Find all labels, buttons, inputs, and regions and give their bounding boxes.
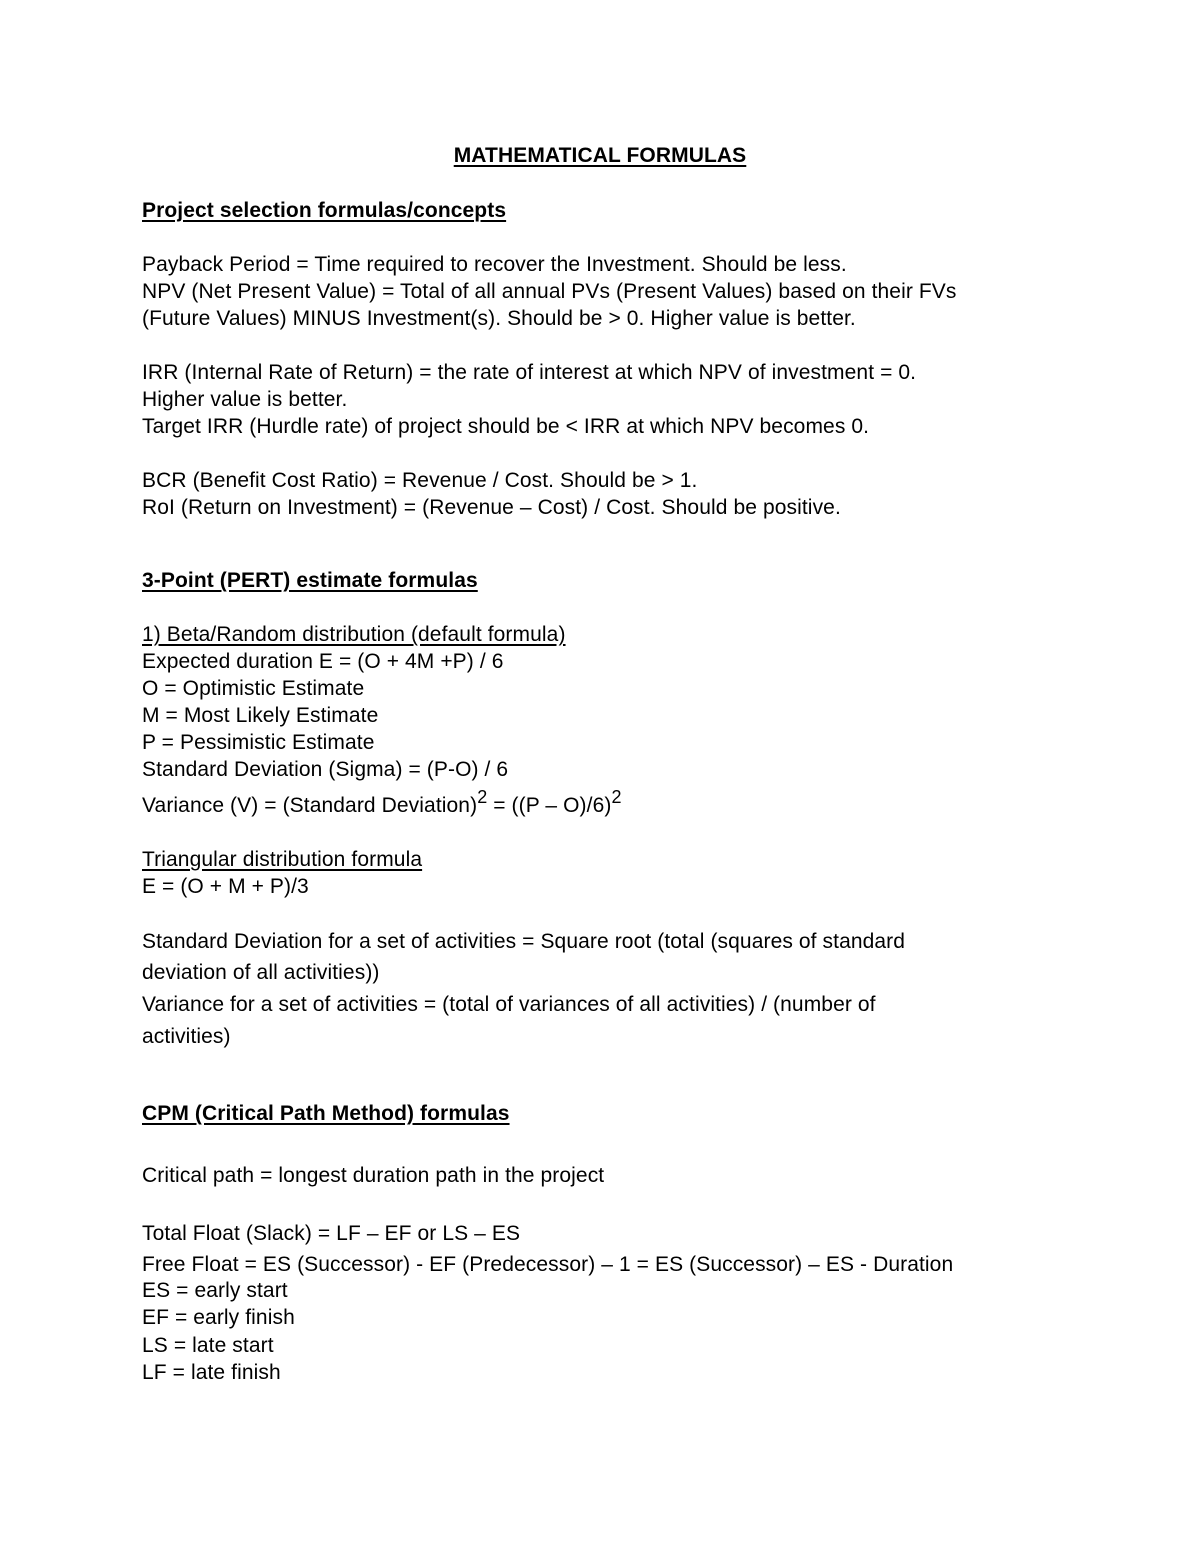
- irr-line-continued: Higher value is better.: [142, 388, 348, 411]
- payback-period-line: Payback Period = Time required to recover the Investment. Should be less.: [142, 253, 847, 276]
- early-finish-line: EF = early finish: [142, 1306, 295, 1329]
- set-variance-line: Variance for a set of activities = (total of variances of all activities) / (number of: [142, 993, 876, 1016]
- npv-line-continued: (Future Values) MINUS Investment(s). Should be > 0. Higher value is better.: [142, 307, 856, 330]
- variance-exponent-1: 2: [477, 787, 488, 807]
- variance-part-1: Variance (V) = (Standard Deviation): [142, 794, 478, 817]
- total-float-line: Total Float (Slack) = LF – EF or LS – ES: [142, 1222, 521, 1245]
- subheading-beta-distribution: 1) Beta/Random distribution (default formula): [142, 623, 566, 646]
- section-heading-project-selection: Project selection formulas/concepts: [142, 199, 507, 222]
- standard-deviation-line: Standard Deviation (Sigma) = (P-O) / 6: [142, 758, 509, 781]
- set-standard-deviation-line: Standard Deviation for a set of activities = Square root (total (squares of standard: [142, 930, 906, 953]
- roi-line: RoI (Return on Investment) = (Revenue – Cost) / Cost. Should be positive.: [142, 496, 841, 519]
- target-irr-line: Target IRR (Hurdle rate) of project should be < IRR at which NPV becomes 0.: [142, 415, 870, 438]
- variance-exponent-2: 2: [611, 787, 622, 807]
- late-start-line: LS = late start: [142, 1334, 274, 1357]
- optimistic-line: O = Optimistic Estimate: [142, 677, 365, 700]
- irr-line: IRR (Internal Rate of Return) = the rate of interest at which NPV of investment = 0.: [142, 361, 917, 384]
- variance-line: [142, 787, 622, 819]
- late-finish-line: LF = late finish: [142, 1361, 281, 1384]
- document-title: MATHEMATICAL FORMULAS: [453, 144, 747, 167]
- set-standard-deviation-line-continued: deviation of all activities)): [142, 961, 380, 984]
- critical-path-line: Critical path = longest duration path in the project: [142, 1164, 605, 1187]
- most-likely-line: M = Most Likely Estimate: [142, 704, 379, 727]
- early-start-line: ES = early start: [142, 1279, 288, 1302]
- bcr-line: BCR (Benefit Cost Ratio) = Revenue / Cost. Should be > 1.: [142, 469, 698, 492]
- variance-part-2: = ((P – O)/6): [487, 794, 612, 817]
- subheading-triangular-distribution: Triangular distribution formula: [142, 848, 423, 871]
- pessimistic-line: P = Pessimistic Estimate: [142, 731, 375, 754]
- set-variance-line-continued: activities): [142, 1025, 231, 1048]
- free-float-line: Free Float = ES (Successor) - EF (Predecessor) – 1 = ES (Successor) – ES - Duration: [142, 1253, 954, 1276]
- section-heading-pert: 3-Point (PERT) estimate formulas: [142, 569, 478, 592]
- triangular-formula-line: E = (O + M + P)/3: [142, 875, 309, 898]
- npv-line: NPV (Net Present Value) = Total of all annual PVs (Present Values) based on their FVs: [142, 280, 957, 303]
- expected-duration-line: Expected duration E = (O + 4M +P) / 6: [142, 650, 504, 673]
- section-heading-cpm: CPM (Critical Path Method) formulas: [142, 1102, 510, 1125]
